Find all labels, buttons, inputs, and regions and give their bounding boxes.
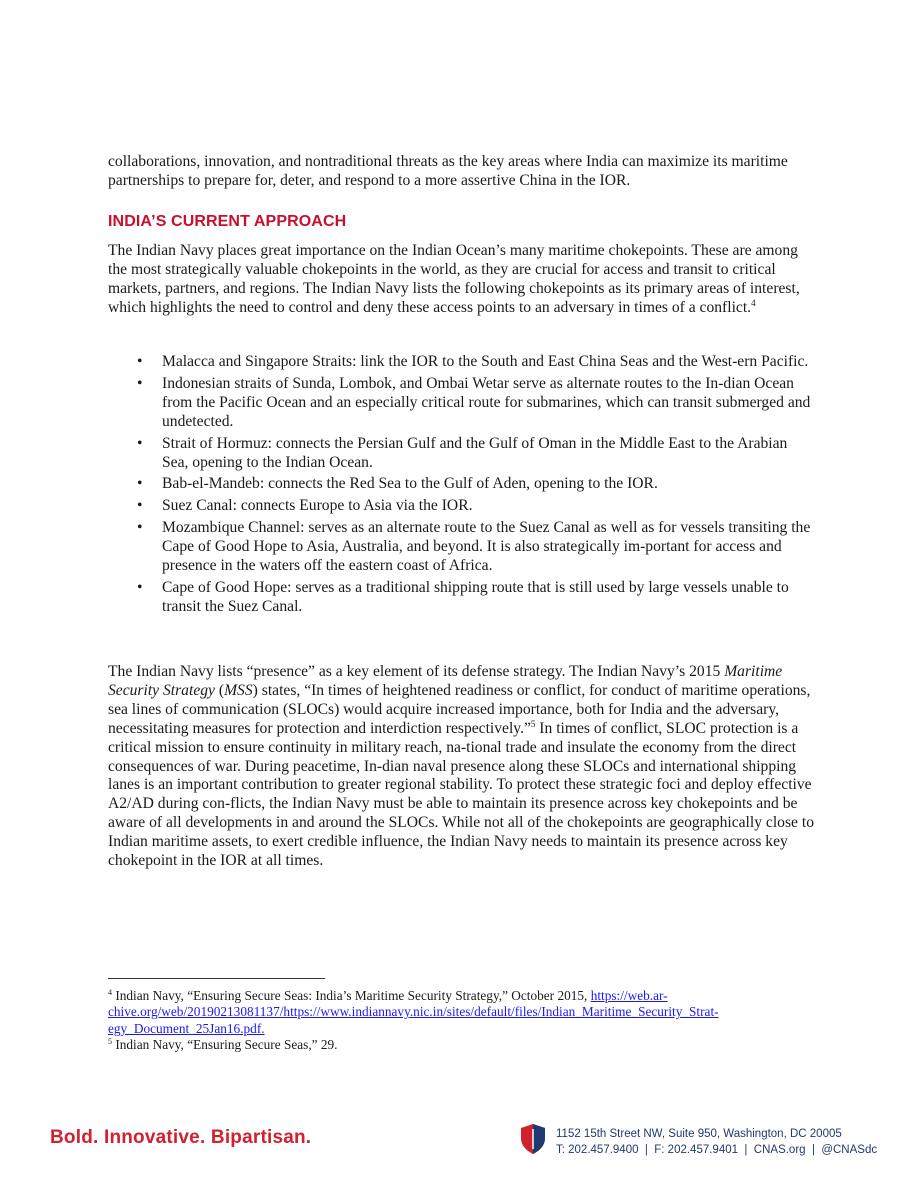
paragraph-text: ) states, “In times of heightened readiness or conflict, for conduct of maritime operations, sea lines of communication (SLOCs) would acquire increased importance, both for India and the adversary, necessitating measures for protection and interdiction respectively.”: [108, 681, 811, 737]
cnas-shield-icon: [520, 1123, 546, 1155]
footnote-item: [108, 1037, 808, 1053]
paragraph-chokepoints: [108, 242, 812, 318]
list-item-text: Strait of Hormuz: connects the Persian Gulf and the Gulf of Oman in the Middle East to the Arabian Sea, opening to the Indian Ocean.: [162, 434, 788, 471]
footer-contact: [556, 1126, 877, 1158]
paragraph-text: (: [214, 681, 225, 699]
footnotes: [108, 988, 808, 1053]
paragraph-text: In times of conflict, SLOC protection is a critical mission to ensure continuity in military reach, na-tional trade and insulate the economy from the direct consequences of war. During peacetime, In-dian naval presence along these SLOCs and international shipping lanes is an important contribution to greater regional stability. To protect these strategic foci and deploy effective A2/AD during con-flicts, the Indian Navy must be able to maintain its presence across key chokepoints and be aware of all developments in and around the SLOCs. While not all of the chokepoints are geographically close to Indian maritime assets, to exert credible influence, the Indian Navy needs to maintain its presence across key chokepoint in the IOR at all times.: [108, 719, 814, 870]
list-item: [108, 497, 814, 516]
footnote-text: Indian Navy, “Ensuring Secure Seas,” 29.: [112, 1036, 338, 1052]
footnote-number: 5: [108, 1036, 112, 1046]
list-item: [108, 375, 814, 432]
document-abbreviation: MSS: [224, 681, 253, 699]
footnote-item: [108, 988, 808, 1037]
paragraph-text: The Indian Navy places great importance on the Indian Ocean’s many maritime chokepoints. These are among the most strategically valuable chokepoints in the world, as they are crucial for access and transit to critical markets, partners, and regions. The Indian Navy lists the following chokepoints as its primary areas of interest, which highlights the need to control and deny these access points to an adversary in times of a conflict.: [108, 242, 800, 316]
bullet-icon: •: [137, 475, 143, 493]
footnote-link[interactable]: https://web.ar-chive.org/web/20190213081137/https://www.indiannavy.nic.in/sites/default/files/Indian_Maritime_Security_Strat-egy_Document_25Jan16.pdf.: [108, 988, 719, 1036]
list-item-text: Suez Canal: connects Europe to Asia via the IOR.: [162, 497, 473, 515]
list-item-text: Bab-el-Mandeb: connects the Red Sea to the Gulf of Aden, opening to the IOR.: [162, 475, 658, 493]
footer-contact-line: T: 202.457.9400 | F: 202.457.9401 | CNAS.org | @CNASdc: [556, 1144, 878, 1156]
list-item: [108, 435, 814, 473]
list-item-text: Indonesian straits of Sunda, Lombok, and Ombai Wetar serve as alternate routes to the In-dian Ocean from the Pacific Ocean and an especially critical route for submarines, which can transit submerged and undetected.: [162, 374, 811, 430]
bullet-icon: •: [137, 519, 143, 537]
chokepoint-list: [108, 353, 814, 620]
bullet-icon: •: [137, 353, 143, 370]
list-item-text: Cape of Good Hope: serves as a traditional shipping route that is still used by large vessels unable to transit the Suez Canal.: [162, 578, 789, 615]
list-item: [108, 519, 814, 576]
footnote-divider: [108, 978, 325, 979]
footer-tagline: Bold. Innovative. Bipartisan.: [50, 1127, 312, 1148]
bullet-icon: •: [137, 374, 143, 392]
bullet-icon: •: [137, 497, 143, 515]
section-heading: INDIA’S CURRENT APPROACH: [108, 213, 347, 230]
paragraph-presence: [108, 663, 814, 871]
footnote-ref[interactable]: 4: [751, 297, 756, 308]
list-item: [108, 475, 814, 494]
lead-paragraph: collaborations, innovation, and nontraditional threats as the key areas where India can maximize its maritime partnerships to prepare for, deter, and respond to a more assertive China in the IOR.: [108, 153, 788, 189]
footnote-text: Indian Navy, “Ensuring Secure Seas: India’s Maritime Security Strategy,” October 2015,: [112, 988, 591, 1003]
footnote-ref[interactable]: 5: [530, 718, 536, 729]
paragraph-text: The Indian Navy lists “presence” as a key element of its defense strategy. The Indian Navy’s 2015: [108, 663, 725, 680]
footnote-number: 4: [108, 988, 112, 997]
list-item: [108, 579, 814, 617]
footer-address: 1152 15th Street NW, Suite 950, Washington, DC 20005: [556, 1128, 842, 1140]
list-item: [108, 353, 814, 372]
list-item-text: Malacca and Singapore Straits: link the IOR to the South and East China Seas and the West-ern Pacific.: [162, 353, 809, 370]
bullet-icon: •: [137, 578, 143, 596]
list-item-text: Mozambique Channel: serves as an alternate route to the Suez Canal as well as for vessels transiting the Cape of Good Hope to Asia, Australia, and beyond. It is also strategically im-portant for access and presence in the waters off the eastern coast of Africa.: [162, 519, 811, 575]
document-title: Maritime Security Strategy: [108, 663, 783, 699]
bullet-icon: •: [137, 434, 143, 452]
